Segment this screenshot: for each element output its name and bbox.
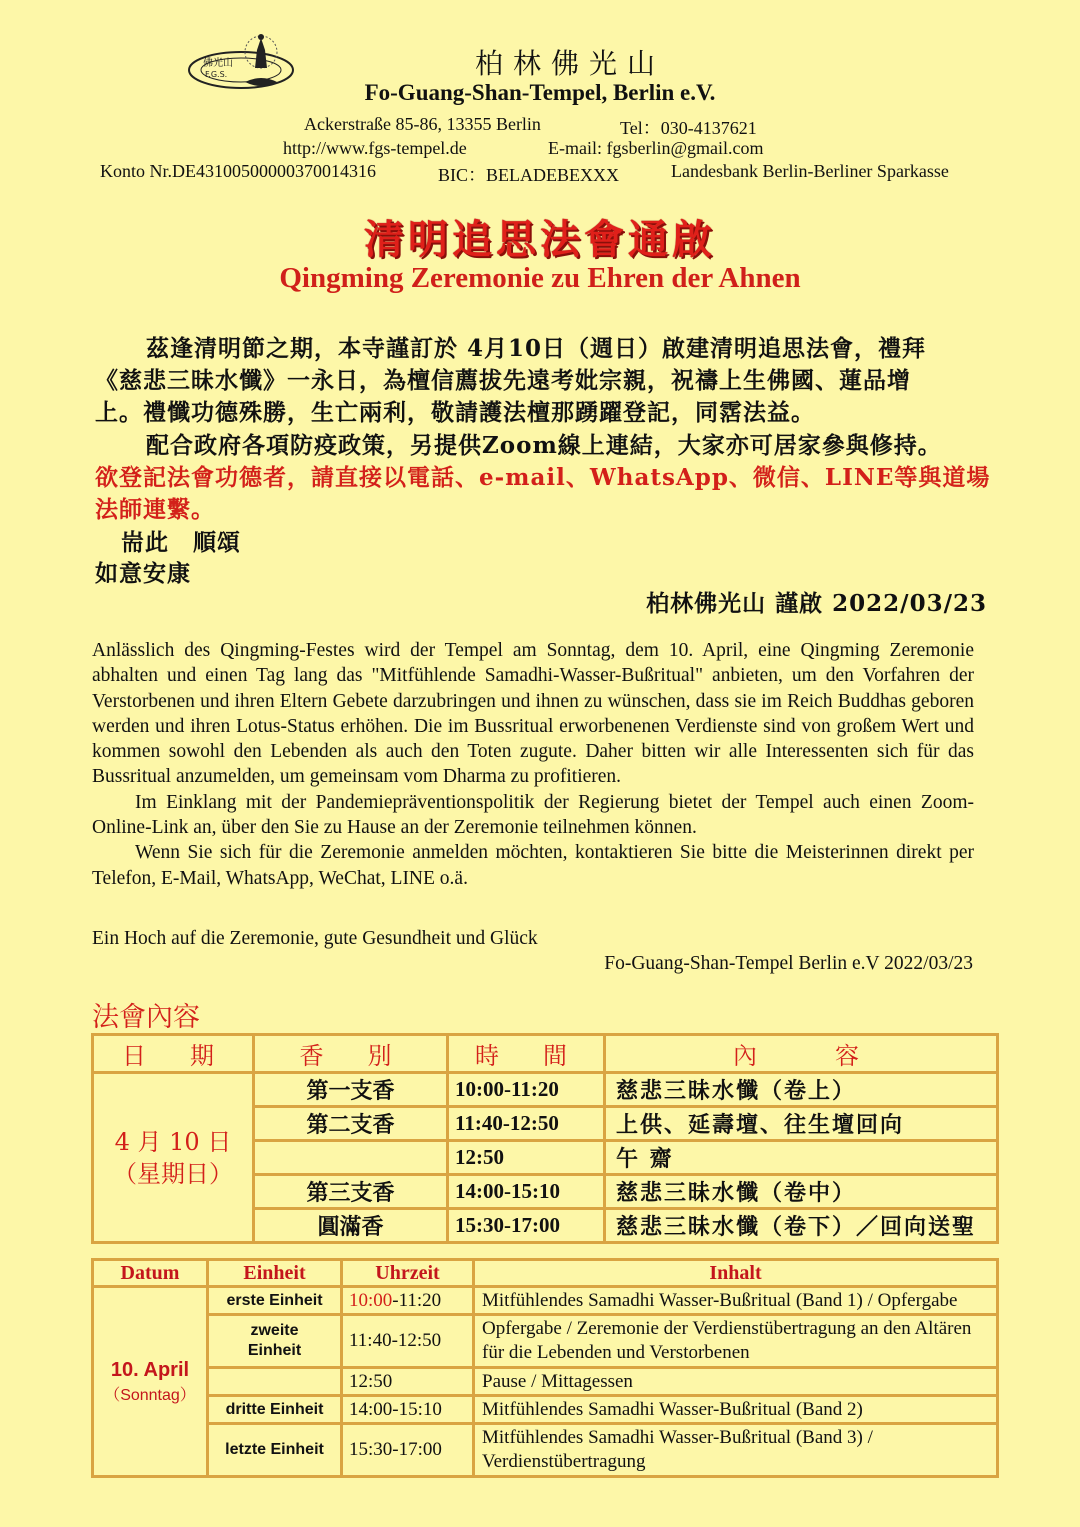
content-cell: Pause / Mittagessen bbox=[475, 1369, 996, 1394]
zh-paragraph-1-line-1: 茲逢清明節之期，本寺謹訂於 4月10日（週日）啟建清明追思法會，禮拜 bbox=[146, 335, 927, 362]
date-line-1: 10. April bbox=[110, 1358, 190, 1381]
date-line-2: （Sonntag） bbox=[104, 1386, 196, 1404]
svg-text:佛光山: 佛光山 bbox=[203, 58, 233, 69]
time-cell: 12:50 bbox=[343, 1369, 472, 1394]
title-chinese: 清明追思法會通啟 bbox=[364, 216, 716, 263]
date-line-2: （星期日） bbox=[113, 1159, 233, 1188]
bank-account: Konto Nr.DE43100500000370014316 bbox=[100, 161, 376, 181]
time-cell: 12:50 bbox=[449, 1142, 603, 1173]
header-content: 內 容 bbox=[606, 1036, 996, 1071]
incense-cell: 圓滿香 bbox=[255, 1210, 446, 1241]
table-row bbox=[94, 1425, 996, 1475]
unit-cell: erste Einheit bbox=[209, 1288, 340, 1313]
time-cell: 10:00-11:20 bbox=[449, 1074, 603, 1105]
zh-signature: 柏林佛光山 謹啟 2022/03/23 bbox=[646, 590, 987, 617]
table-header-row bbox=[94, 1261, 996, 1285]
incense-cell: 第二支香 bbox=[255, 1108, 446, 1139]
address: Ackerstraße 85-86, 13355 Berlin bbox=[304, 114, 541, 134]
content-cell: 慈悲三昧水懺（卷下）／回向送聖 bbox=[606, 1210, 996, 1241]
time-cell: 15:30-17:00 bbox=[343, 1425, 472, 1475]
header-datum: Datum bbox=[94, 1261, 206, 1285]
time-cell: 11:40-12:50 bbox=[449, 1108, 603, 1139]
header-time: 時 間 bbox=[449, 1036, 603, 1071]
content-cell: 午 齋 bbox=[606, 1142, 996, 1173]
content-cell: 慈悲三昧水懺（卷上） bbox=[606, 1074, 996, 1105]
schedule-table-chinese bbox=[91, 1033, 999, 1244]
incense-cell: 第三支香 bbox=[255, 1176, 446, 1207]
de-paragraph-3: Wenn Sie sich für die Zeremonie anmelden möchten, kontaktieren Sie bitte die Meisterinnen direkt per Telefon, E-Mail, WhatsApp, WeChat, LINE o.ä. bbox=[92, 842, 974, 889]
bank-name: Landesbank Berlin-Berliner Sparkasse bbox=[671, 161, 949, 181]
date-cell bbox=[94, 1074, 252, 1241]
content-cell: Mitfühlendes Samadhi Wasser-Bußritual (Band 2) bbox=[475, 1397, 996, 1422]
zh-closing-1: 耑此 順頌 bbox=[121, 529, 241, 556]
time-end: -11:20 bbox=[392, 1289, 442, 1311]
content-cell: 上供、延壽壇、往生壇回向 bbox=[606, 1108, 996, 1139]
website-link[interactable]: http://www.fgs-tempel.de bbox=[283, 138, 467, 158]
header-uhrzeit: Uhrzeit bbox=[343, 1261, 472, 1285]
date-line-1: 4 月 10 日 bbox=[114, 1127, 232, 1156]
header-inhalt: Inhalt bbox=[475, 1261, 996, 1285]
table-row bbox=[94, 1288, 996, 1313]
content-cell: Opfergabe / Zeremonie der Verdienstübertragung an den Altären für die Lebenden und Verstorbenen bbox=[475, 1316, 996, 1366]
svg-text:F.G.S.: F.G.S. bbox=[205, 70, 228, 79]
table-row bbox=[94, 1074, 996, 1105]
date-cell bbox=[94, 1288, 206, 1475]
title-german: Qingming Zeremonie zu Ehren der Ahnen bbox=[279, 262, 801, 294]
german-body bbox=[92, 638, 974, 891]
table-row bbox=[94, 1369, 996, 1394]
content-cell: 慈悲三昧水懺（卷中） bbox=[606, 1176, 996, 1207]
zh-paragraph-3-line-1: 欲登記法會功德者，請直接以電話、e-mail、WhatsApp、微信、LINE等與道場 bbox=[95, 464, 991, 491]
table-row bbox=[94, 1397, 996, 1422]
telephone: Tel：030-4137621 bbox=[620, 118, 757, 138]
de-closing: Ein Hoch auf die Zeremonie, gute Gesundheit und Glück bbox=[92, 928, 538, 949]
table-row bbox=[94, 1316, 996, 1366]
de-paragraph-2: Im Einklang mit der Pandemiepräventionspolitik der Regierung bietet der Tempel auch einen Zoom-Online-Link an, über den Sie zu Hause an der Zeremonie teilnehmen können. bbox=[92, 791, 974, 839]
de-paragraph-1: Anlässlich des Qingming-Festes wird der Tempel am Sonntag, dem 10. April, eine Qingming Zeremonie abhalten und einen Tag lang das "Mitfühlende Samadhi-Wasser-Bußritual" anbieten, um den Vorfahren der Verstorbenen und ihren Eltern Gebete darzubringen und ihnen zu wünschen, dass sie im Reich Buddhas geboren werden und ihren Lotus-Status erhöhen. Die im Bussritual erworbenenen Verdienste sind von großem Wert und kommen sowohl den Lebenden als auch den Toten zugute. Daher bitten wir alle Interessenten sich für das Bussritual anzumelden, um gemeinsam vom Dharma zu profitieren. bbox=[92, 640, 974, 788]
time-cell: 15:30-17:00 bbox=[449, 1210, 603, 1241]
content-cell: Mitfühlendes Samadhi Wasser-Bußritual (Band 3) / Verdienstübertragung bbox=[475, 1425, 996, 1475]
temple-name-chinese: 柏林佛光山 bbox=[474, 47, 665, 80]
zh-paragraph-2: 配合政府各項防疫政策，另提供Zoom線上連結，大家亦可居家參與修持。 bbox=[146, 432, 942, 459]
email-link[interactable]: E-mail: fgsberlin@gmail.com bbox=[548, 138, 764, 158]
bank-bic: BIC：BELADEBEXXX bbox=[438, 165, 619, 185]
header-incense: 香 別 bbox=[255, 1036, 446, 1071]
time-cell: 11:40-12:50 bbox=[343, 1316, 472, 1366]
schedule-table-german bbox=[91, 1258, 999, 1478]
time-cell: 14:00-15:10 bbox=[343, 1397, 472, 1422]
incense-cell bbox=[255, 1142, 446, 1173]
table-header-row bbox=[94, 1036, 996, 1071]
zh-paragraph-3-line-2: 法師連繫。 bbox=[95, 496, 215, 523]
time-start: 10:00 bbox=[349, 1289, 393, 1311]
zh-closing-2: 如意安康 bbox=[95, 560, 191, 587]
time-cell bbox=[343, 1288, 472, 1313]
incense-cell: 第一支香 bbox=[255, 1074, 446, 1105]
header-date: 日 期 bbox=[94, 1036, 252, 1071]
unit-cell: zweite Einheit bbox=[209, 1316, 340, 1366]
content-cell: Mitfühlendes Samadhi Wasser-Bußritual (Band 1) / Opfergabe bbox=[475, 1288, 996, 1313]
zh-paragraph-1-line-2: 《慈悲三昧水懺》一永日，為檀信薦拔先遠考妣宗親，祝禱上生佛國、蓮品增 bbox=[95, 367, 911, 394]
section-label: 法會內容 bbox=[92, 1002, 200, 1033]
header-einheit: Einheit bbox=[209, 1261, 340, 1285]
temple-name-german: Fo-Guang-Shan-Tempel, Berlin e.V. bbox=[364, 80, 716, 105]
unit-cell: letzte Einheit bbox=[209, 1425, 340, 1475]
unit-cell bbox=[209, 1369, 340, 1394]
zh-paragraph-1-line-3: 上。禮懺功德殊勝，生亡兩利，敬請護法檀那踴躍登記，同霑法益。 bbox=[95, 399, 815, 426]
time-cell: 14:00-15:10 bbox=[449, 1176, 603, 1207]
de-signature: Fo-Guang-Shan-Tempel Berlin e.V 2022/03/23 bbox=[604, 953, 973, 974]
unit-cell: dritte Einheit bbox=[209, 1397, 340, 1422]
